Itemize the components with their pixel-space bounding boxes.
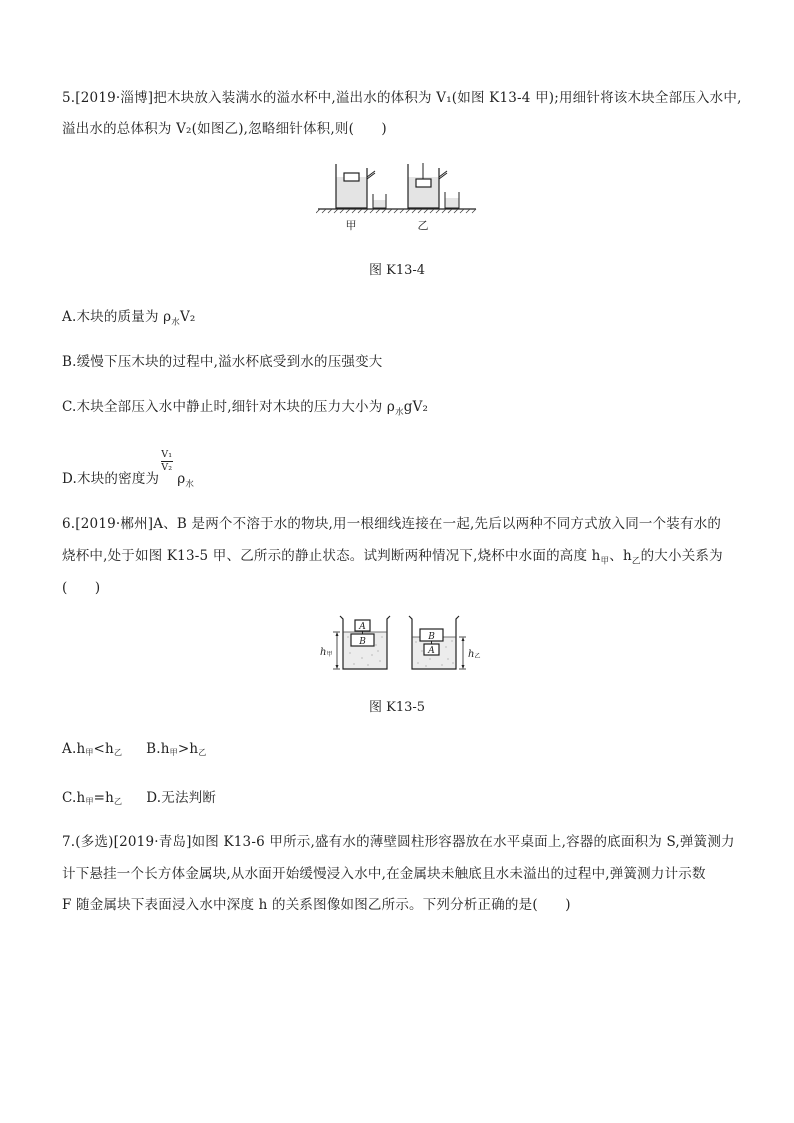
option-tail: V₂ xyxy=(179,309,196,325)
subscript: 乙 xyxy=(113,748,123,757)
subscript: 乙 xyxy=(114,797,123,806)
q7-stem-line2: 计下悬挂一个长方体金属块,从水面开始缓慢浸入水中,在金属块未触底且水未溢出的过程中,弹簧测力计示数 xyxy=(62,866,706,882)
subscript: 甲 xyxy=(600,556,610,567)
option-tail: gV₂ xyxy=(403,399,429,415)
option-tail: ρ xyxy=(177,471,186,487)
subscript: 水 xyxy=(171,317,180,328)
q5-stem-line1: 5.[2019·淄博]把木块放入装满水的溢水杯中,溢出水的体积为 V₁(如图 K13-4 甲);用细针将该木块全部压入水中, xyxy=(62,90,742,106)
option-text: B.h xyxy=(146,741,170,757)
figure-caption-k13-4: 图 K13-4 xyxy=(368,263,426,278)
block-a-label: A xyxy=(359,622,366,632)
q5-option-d[interactable] xyxy=(62,449,195,490)
option-text: A.木块的质量为 ρ xyxy=(62,309,172,325)
option-text: C.h xyxy=(62,790,86,806)
q6-option-a[interactable] xyxy=(62,741,122,757)
option-text: >h xyxy=(177,741,199,757)
figure-caption-k13-5: 图 K13-5 xyxy=(368,700,426,715)
subscript: 甲 xyxy=(85,748,94,757)
q6-options-row2 xyxy=(62,786,216,807)
figure-k13-5 xyxy=(318,613,488,675)
q6-option-c[interactable] xyxy=(62,790,122,806)
subscript: 乙 xyxy=(631,556,641,567)
q6-option-b[interactable] xyxy=(146,741,206,757)
option-text: <h xyxy=(93,741,114,757)
figure-k13-4 xyxy=(316,158,478,234)
block-b-label: B xyxy=(359,637,366,647)
subscript: 甲 xyxy=(85,797,94,806)
subscript: 乙 xyxy=(198,748,207,757)
svg-text:h乙 xyxy=(468,649,480,660)
q5-option-c[interactable] xyxy=(62,395,428,418)
block-a-label-2: A xyxy=(428,646,435,656)
fraction xyxy=(159,449,177,483)
q6-option-d[interactable]: D.无法判断 xyxy=(146,790,217,806)
option-text: C.木块全部压入水中静止时,细针对木块的压力大小为 ρ xyxy=(62,399,396,415)
q6-stem-line2 xyxy=(62,544,723,567)
option-text: D.木块的密度为 xyxy=(62,471,160,487)
subscript: 水 xyxy=(395,407,404,418)
q5-option-a[interactable] xyxy=(62,305,196,328)
h-jia-label: h xyxy=(320,647,327,658)
h-yi-subscript: 乙 xyxy=(474,653,481,660)
h-jia-subscript: 甲 xyxy=(326,651,333,658)
option-text: A.h xyxy=(62,741,86,757)
fig-label-yi: 乙 xyxy=(417,219,429,232)
svg-text:h甲 xyxy=(320,647,332,658)
option-text: =h xyxy=(93,790,115,806)
block-b-label-2: B xyxy=(428,632,435,642)
q6-stem-line3: ( ) xyxy=(62,580,101,596)
stem-text: 、h xyxy=(609,548,632,564)
h-yi-label: h xyxy=(468,649,475,660)
q7-stem-line1: 7.(多选)[2019·青岛]如图 K13-6 甲所示,盛有水的薄壁圆柱形容器放在水平桌面上,容器的底面积为 S,弹簧测力 xyxy=(62,834,735,850)
q7-stem-line3: F 随金属块下表面浸入水中深度 h 的关系图像如图乙所示。下列分析正确的是( ) xyxy=(62,897,571,913)
subscript: 水 xyxy=(185,479,195,490)
fraction-numerator: V₁ xyxy=(161,449,173,460)
q5-option-b[interactable]: B.缓慢下压木块的过程中,溢水杯底受到水的压强变大 xyxy=(62,354,383,370)
q6-stem-line1: 6.[2019·郴州]A、B 是两个不溶于水的物块,用一根细线连接在一起,先后以两种不同方式放入同一个装有水的 xyxy=(62,516,722,532)
stem-text: 的大小关系为 xyxy=(640,548,723,564)
subscript: 甲 xyxy=(169,748,178,757)
fig-label-jia: 甲 xyxy=(345,219,357,232)
q5-stem-line2: 溢出水的总体积为 V₂(如图乙),忽略细针体积,则( ) xyxy=(62,121,387,137)
fraction-denominator: V₂ xyxy=(161,462,173,473)
q6-options-row1 xyxy=(62,741,206,758)
stem-text: 烧杯中,处于如图 K13-5 甲、乙所示的静止状态。试判断两种情况下,烧杯中水面的高度 h xyxy=(62,548,601,564)
